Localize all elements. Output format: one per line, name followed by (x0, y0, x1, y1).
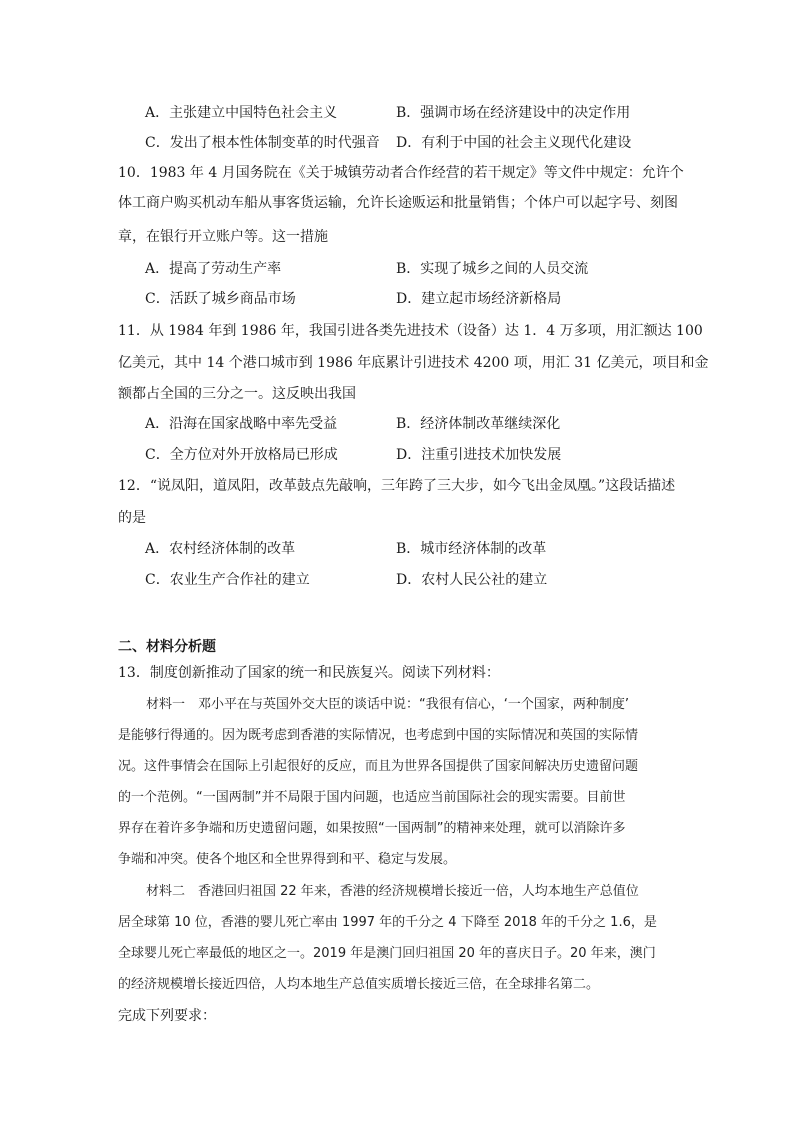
q9-option-c[interactable]: C．发出了根本性体制变革的时代强音 (145, 135, 380, 151)
q11-option-b[interactable]: B．经济体制改革继续深化 (396, 416, 561, 432)
q10-stem-line-1: 10．1983 年 4 月国务院在《关于城镇劳动者合作经营的若干规定》等文件中规定：允许个 (118, 165, 684, 181)
q11-option-d[interactable]: D．注重引进技术加快发展 (396, 447, 562, 463)
q11-option-a[interactable]: A．沿海在国家战略中率先受益 (145, 416, 338, 432)
q13-material-1-line-4: 的一个范例。“一国两制”并不局限于国内问题，也适应当前国际社会的现实需要。目前世 (118, 790, 626, 805)
q10-option-c[interactable]: C．活跃了城乡商品市场 (145, 291, 296, 307)
section-title: 二、材料分析题 (118, 639, 216, 655)
q13-material-1-line-2: 是能够行得通的。因为既考虑到香港的实际情况，也考虑到中国的实际情况和英国的实际情 (118, 728, 639, 743)
q10-option-a[interactable]: A．提高了劳动生产率 (145, 261, 282, 277)
q10-stem-line-3: 章，在银行开立账户等。这一措施 (118, 229, 328, 245)
q9-option-b[interactable]: B．强调市场在经济建设中的决定作用 (396, 105, 631, 121)
q13-material-1-line-1: 材料一 邓小平在与英国外交大臣的谈话中说：“我很有信心，‘一个国家，两种制度’ (146, 697, 630, 712)
q10-stem-line-2: 体工商户购买机动车船从事客货运输，允许长途贩运和批量销售；个体户可以起字号、刻图 (118, 195, 678, 211)
q11-stem-line-3: 额都占全国的三分之一。这反映出我国 (118, 386, 356, 402)
q12-option-a[interactable]: A．农村经济体制的改革 (145, 541, 296, 557)
q12-stem-line-2: 的是 (118, 510, 146, 526)
q13-material-2-line-4: 的经济规模增长接近四倍，人均本地生产总值实质增长接近三倍，在全球排名第二。 (118, 977, 600, 992)
q12-stem-line-1: 12．“说凤阳，道凤阳，改革鼓点先敲响，三年跨了三大步，如今飞出金凤凰。”这段话描述 (118, 478, 676, 494)
q13-material-1-line-3: 况。这件事情会在国际上引起很好的反应，而且为世界各国提供了国家间解决历史遗留问题 (118, 759, 639, 774)
q13-material-2-line-1: 材料二 香港回归祖国 22 年来，香港的经济规模增长接近一倍，人均本地生产总值位 (146, 884, 639, 899)
q11-stem-line-1: 11．从 1984 年到 1986 年，我国引进各类先进技术（设备）达 1．4 万多项，用汇额达 100 (118, 323, 703, 339)
q12-option-b[interactable]: B．城市经济体制的改革 (396, 541, 547, 557)
q12-option-c[interactable]: C．农业生产合作社的建立 (145, 572, 310, 588)
q12-option-d[interactable]: D．农村人民公社的建立 (396, 572, 548, 588)
q13-material-1-line-6: 争端和冲突。使各个地区和全世界得到和平、稳定与发展。 (118, 852, 457, 867)
q9-option-d[interactable]: D．有利于中国的社会主义现代化建设 (396, 135, 632, 151)
q13-intro: 13．制度创新推动了国家的统一和民族复兴。阅读下列材料： (118, 665, 500, 681)
q13-task: 完成下列要求： (118, 1008, 216, 1024)
q10-option-b[interactable]: B．实现了城乡之间的人员交流 (396, 261, 589, 277)
q11-stem-line-2: 亿美元，其中 14 个港口城市到 1986 年底累计引进技术 4200 项，用汇 31 亿美元，项目和金 (118, 355, 709, 371)
q11-option-c[interactable]: C．全方位对外开放格局已形成 (145, 447, 338, 463)
q10-option-d[interactable]: D．建立起市场经济新格局 (396, 291, 562, 307)
q13-material-2-line-3: 全球婴儿死亡率最低的地区之一。2019 年是澳门回归祖国 20 年的喜庆日子。20 年来，澳门 (118, 946, 656, 961)
q9-option-a[interactable]: A．主张建立中国特色社会主义 (145, 105, 338, 121)
q13-material-2-line-2: 居全球第 10 位，香港的婴儿死亡率由 1997 年的千分之 4 下降至 2018 年的千分之 1.6，是 (118, 915, 657, 930)
q13-material-1-line-5: 界存在着许多争端和历史遗留问题，如果按照“一国两制”的精神来处理，就可以消除许多 (118, 821, 626, 836)
